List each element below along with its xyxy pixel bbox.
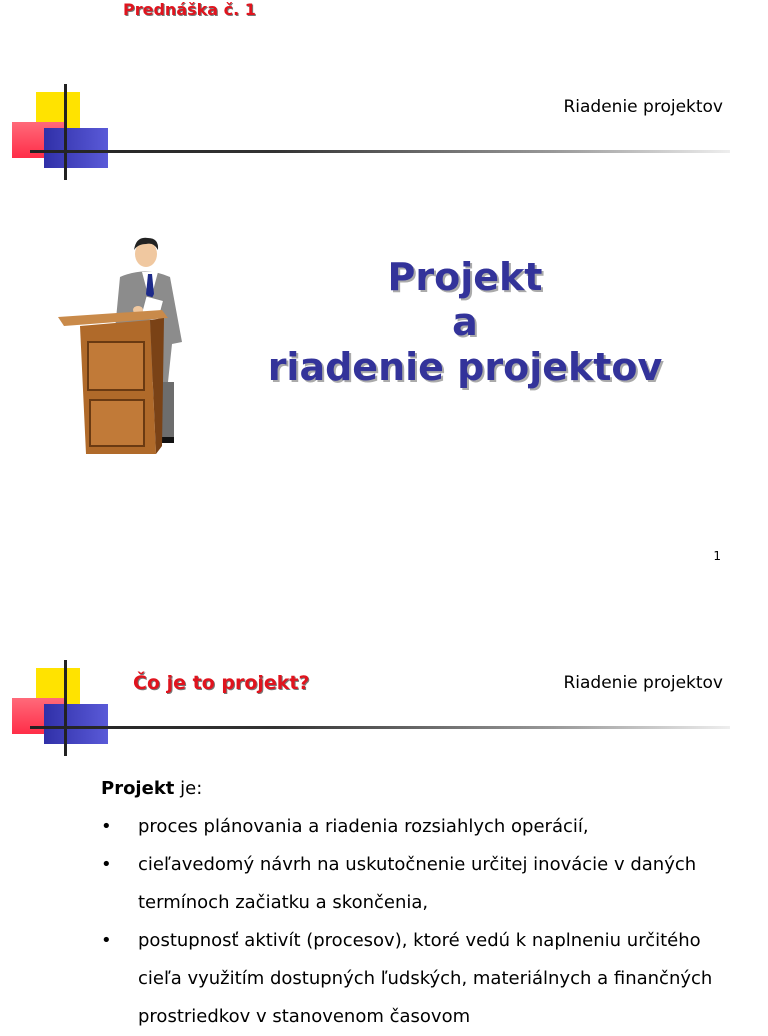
slide2-course-name: Riadenie projektov (563, 673, 723, 693)
corner-logo-2 (8, 660, 112, 756)
logo-vertical-line (64, 84, 67, 180)
title-line-2: a (452, 300, 478, 344)
slide2-body (101, 770, 741, 1036)
logo-blue-square (44, 128, 108, 168)
header-rule-2 (30, 726, 730, 729)
title-line-3: riadenie projektov (267, 345, 663, 389)
logo-blue-square (44, 704, 108, 744)
slide1-course-name: Riadenie projektov (563, 97, 723, 117)
speaker-at-podium-icon (50, 232, 200, 462)
page-number: 1 (713, 549, 721, 563)
title-line-1: Projekt (387, 255, 543, 299)
intro-rest: je: (174, 778, 203, 799)
slide1-main-title (230, 255, 700, 390)
slide2-header-title: Čo je to projekt? (133, 672, 310, 694)
corner-logo (8, 84, 112, 180)
list-item: • cieľavedomý návrh na uskutočnenie určitej inovácie v daných termínoch začiatku a skončenia, (101, 846, 741, 922)
list-item: • proces plánovania a riadenia rozsiahlych operácií, (101, 808, 741, 846)
intro-bold: Projekt (101, 778, 175, 799)
list-item: • postupnosť aktivít (procesov), ktoré vedú k naplneniu určitého cieľa využitím dostupných ľudských, materiálnych a finančných prostriedkov v stanovenom časovom (101, 922, 741, 1036)
definition-list (101, 808, 741, 1036)
logo-vertical-line (64, 660, 67, 756)
slide1-header-title: Prednáška č. 1 (123, 0, 256, 19)
header-rule (30, 150, 730, 153)
intro-line (101, 770, 741, 808)
